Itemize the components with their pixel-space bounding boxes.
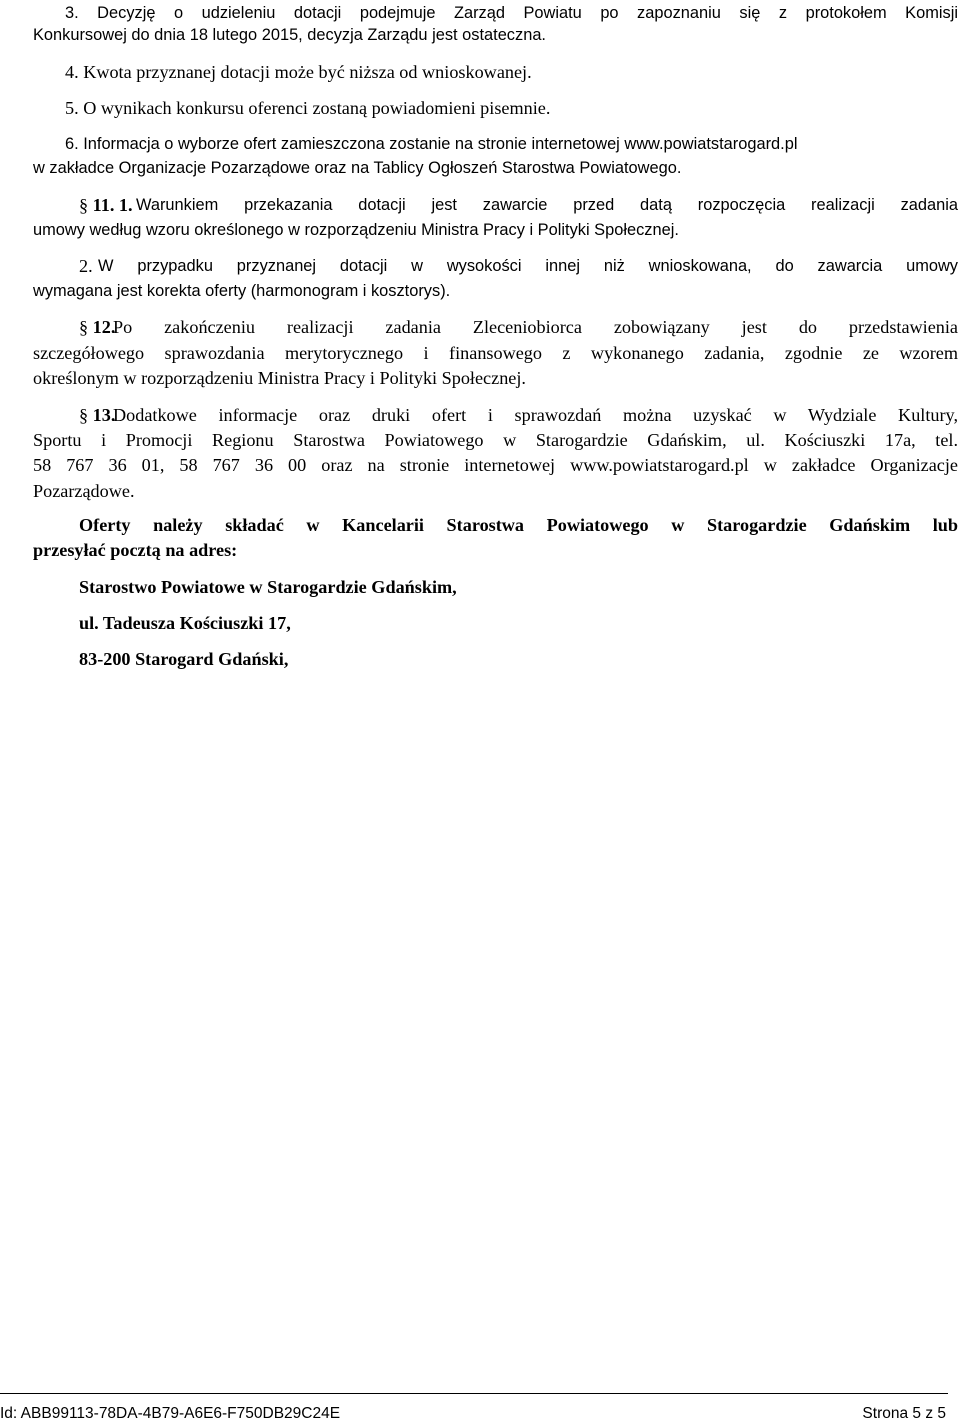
footer-divider [0, 1393, 948, 1394]
section-11-heading [79, 194, 133, 216]
footer-document-id: Id: ABB99113-78DA-4B79-A6E6-F750DB29C24E [0, 1405, 341, 1422]
section-12-line-3: określonym w rozporządzeniu Ministra Pracy i Polityki Społecznej. [33, 368, 526, 388]
address-line-3: 83-200 Starogard Gdański, [79, 649, 289, 669]
item-3-line-2: Konkursowej do dnia 18 lutego 2015, decyzja Zarządu jest ostateczna. [33, 26, 546, 44]
section-marker: § [79, 195, 89, 215]
section-12-line-1: Po zakończeniu realizacji zadania Zleceniobiorca zobowiązany jest do przedstawienia [113, 317, 958, 337]
section-13-line-3: 58 767 36 01, 58 767 36 00 oraz na stronie internetowej www.powiatstarogard.pl w zakładce Organizacje [33, 455, 958, 475]
section-11-p2-line-2: wymagana jest korekta oferty (harmonogram i kosztorys). [33, 282, 451, 300]
footer-page-number: Strona 5 z 5 [862, 1405, 946, 1422]
item-3-line-1: 3. Decyzję o udzieleniu dotacji podejmuje Zarząd Powiatu po zapoznaniu się z protokołem Komisji [65, 4, 958, 22]
section-13-line-4: Pozarządowe. [33, 481, 135, 501]
section-12-heading [79, 316, 115, 338]
section-12-line-2: szczegółowego sprawozdania merytorycznego i finansowego z wykonanego zadania, zgodnie ze wzorem [33, 343, 958, 363]
section-11-p1-line-2: umowy według wzoru określonego w rozporządzeniu Ministra Pracy i Polityki Społecznej. [33, 221, 679, 239]
item-6-line-2: w zakładce Organizacje Pozarządowe oraz na Tablicy Ogłoszeń Starostwa Powiatowego. [33, 159, 682, 177]
offers-line-2: przesyłać pocztą na adres: [33, 540, 238, 560]
section-11-p2-number: 2. [79, 256, 93, 276]
section-number: 13. [92, 405, 116, 425]
section-13-heading [79, 404, 115, 426]
section-11-p1-line-1: Warunkiem przekazania dotacji jest zawarcie przed datą rozpoczęcia realizacji zadania [136, 196, 958, 214]
section-number: 12. [92, 317, 116, 337]
item-5: 5. O wynikach konkursu oferenci zostaną powiadomieni pisemnie. [65, 98, 551, 118]
address-line-2: ul. Tadeusza Kościuszki 17, [79, 613, 291, 633]
item-4: 4. Kwota przyznanej dotacji może być niższa od wnioskowanej. [65, 62, 532, 82]
section-marker: § [79, 405, 89, 425]
section-13-line-2: Sportu i Promocji Regionu Starostwa Powiatowego w Starogardzie Gdańskim, ul. Kościuszki 17a, tel. [33, 430, 958, 450]
section-13-line-1: Dodatkowe informacje oraz druki ofert i sprawozdań można uzyskać w Wydziale Kultury, [113, 405, 958, 425]
section-marker: § [79, 317, 89, 337]
section-11-p2-line-1: W przypadku przyznanej dotacji w wysokości innej niż wnioskowana, do zawarcia umowy [98, 257, 958, 275]
item-6-line-1: 6. Informacja o wyborze ofert zamieszczona zostanie na stronie internetowej www.powiatstarogard.pl [65, 135, 798, 153]
section-number: 11. 1. [92, 195, 133, 215]
address-line-1: Starostwo Powiatowe w Starogardzie Gdańskim, [79, 577, 457, 597]
offers-line-1: Oferty należy składać w Kancelarii Starostwa Powiatowego w Starogardzie Gdańskim lub [79, 515, 958, 535]
